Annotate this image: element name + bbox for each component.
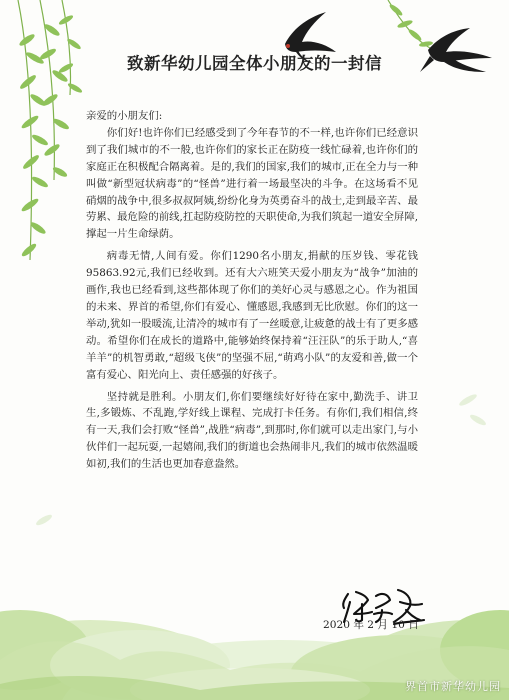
salutation: 亲爱的小朋友们: — [86, 110, 163, 122]
footer-credit: 界首市新华幼儿园 — [405, 680, 501, 693]
letter-paragraph-1: 你们好!也许你们已经感受到了今年春节的不一样,也许你们已经意识到了我们城市的不一般,也许你们的家长正在防疫一线忙碌着,也许你们的家庭正在积极配合隔离着。是的,我们的国家,我们的城市,正在全力与一种叫做“新型冠状病毒”的“怪兽”进行着一场最坚决的斗争。在这场看不见硝烟的战争中,很多叔叔阿姨,纷纷化身为英勇奋斗的战士,走到最辛苦、最劳累、最危险的前线,扛起防疫防控的天职使命,为我们筑起一道安全屏障,撑起一片生命绿荫。 — [86, 126, 419, 241]
letter-date: 2020 年 2 月 10 日 — [323, 619, 419, 631]
willow-branch-right — [388, 0, 433, 48]
letter-paragraph-2: 病毒无情,人间有爱。你们1290名小朋友,捐献的压岁钱、零花钱95863.92元,我们已经收到。还有大六班笑天爱小朋友为“战争”加油的画作,我也已经看到,这些都体现了你们的美好心灵与感恩之心。作为祖国的未来、界首的希望,你们有爱心、懂感恩,我感到无比欣慰。你们的这一举动,犹如一股暖流,让清冷的城市有了一丝暖意,让疲惫的战士有了更多感动。希望你们在成长的道路中,能够始终保持着“汪汪队”的乐于助人,“喜羊羊”的机智勇敢,“超级飞侠”的坚强不屈,“萌鸡小队”的友爱和善,做一个富有爱心、阳光向上、责任感强的好孩子。 — [86, 250, 419, 381]
letter-title: 致新华幼儿园全体小朋友的一封信 — [127, 54, 382, 73]
letter-body — [86, 108, 418, 473]
letter-paragraph-3: 坚持就是胜利。小朋友们,你们要继续好好待在家中,勤洗手、讲卫生,多锻炼、不乱跑,学好线上课程、完成打卡任务。有你们,我们相信,终有一天,我们会打败“怪兽”,战胜“病毒”,到那时,你们就可以走出家门,与小伙伴们一起玩耍,一起嬉闹,我们的街道也会热闹非凡,我们的城市依然温暖如初,我们的生活也更加春意盎然。 — [86, 390, 419, 471]
